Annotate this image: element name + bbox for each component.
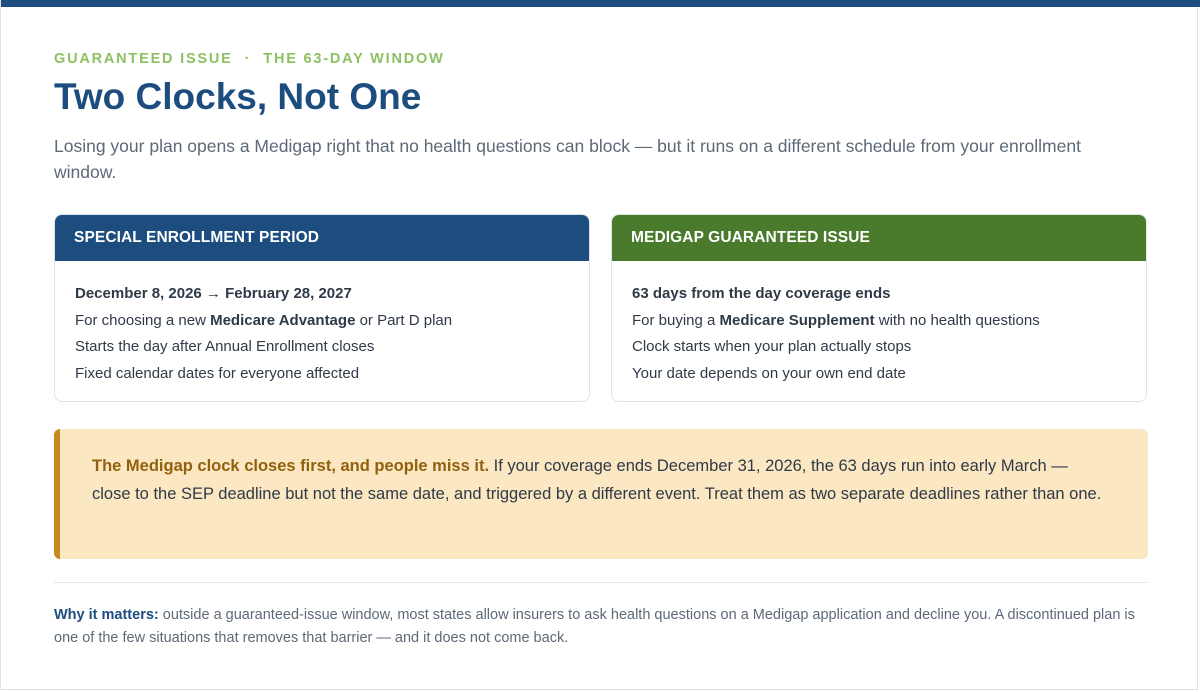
sep-card-heading: SPECIAL ENROLLMENT PERIOD [55,215,589,261]
sep-purpose [75,308,569,335]
sep-card-body [55,261,589,387]
medigap-purpose-post: with no health questions [874,311,1040,329]
medigap-card-heading: MEDIGAP GUARANTEED ISSUE [612,215,1146,261]
callout-highlight: The Medigap clock closes first, and people miss it. [92,457,490,475]
page-title: Two Clocks, Not One [54,76,422,117]
section-divider [54,582,1148,583]
eyebrow [54,51,445,67]
footnote-label: Why it matters: [54,607,159,623]
callout-body: If your coverage ends December 31, 2026, the 63 days run into early March — close to the SEP deadline but not the same date, and triggered by a different event. Treat them as two separate deadlines rather than one. [92,457,1102,503]
medigap-window: 63 days from the day coverage ends [632,285,891,302]
sep-date-range: December 8, 2026 → February 28, 2027 [75,285,352,302]
footnote [54,604,1148,650]
top-accent-bar [1,0,1200,7]
eyebrow-topic: THE 63-DAY WINDOW [263,51,445,67]
sep-dates-note: Fixed calendar dates for everyone affected [75,364,360,382]
medigap-purpose-emphasis: Medicare Supplement [719,311,875,329]
medigap-card [611,214,1147,402]
warning-callout [54,429,1148,559]
callout-text [92,453,1108,508]
medigap-start: Clock starts when your plan actually stops [632,338,912,355]
medigap-purpose [632,308,1126,335]
medigap-card-body [612,261,1146,387]
medigap-date-note: Your date depends on your own end date [632,364,906,382]
footnote-text: outside a guaranteed-issue window, most states allow insurers to ask health questions on a Medigap application and decline you. A discontinued plan is one of the few situations that removes that barrier — and it does not come back. [54,607,1135,646]
sep-purpose-post: or Part D plan [355,311,453,329]
sep-purpose-pre: For choosing a new [75,311,211,329]
medigap-purpose-pre: For buying a [632,311,720,329]
eyebrow-separator: · [244,51,252,67]
sep-card [54,214,590,402]
eyebrow-category: GUARANTEED ISSUE [54,51,233,67]
page-lede: Losing your plan opens a Medigap right that no health questions can block — but it runs on a different schedule from your enrollment window. [54,136,1081,182]
sep-start: Starts the day after Annual Enrollment closes [75,338,375,355]
sep-purpose-emphasis: Medicare Advantage [210,311,356,329]
